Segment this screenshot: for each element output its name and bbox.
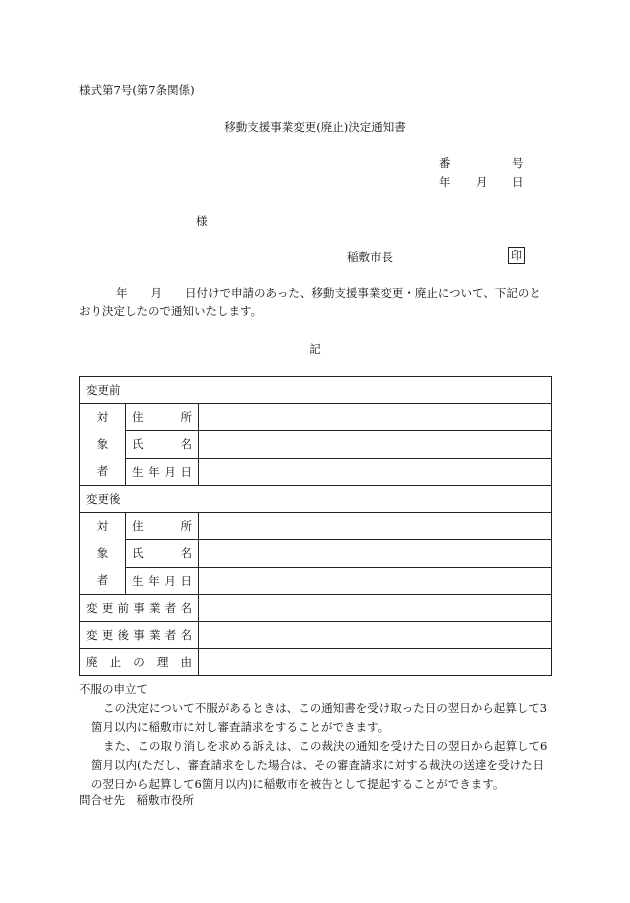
number-label-ban: 番 (439, 156, 451, 170)
date-day: 日 (512, 175, 524, 189)
date-year: 年 (439, 175, 451, 189)
prev-operator-label: 変更前事業者名 (80, 595, 199, 622)
body-line-1: 年 月 日付けで申請のあった、移動支援事業変更・廃止について、下記のと (116, 286, 541, 300)
document-title: 移動支援事業変更(廃止)決定通知書 (224, 120, 406, 134)
after-birthdate-value[interactable] (199, 567, 552, 594)
change-detail-table (79, 376, 552, 676)
seal-mark: 印 (508, 247, 525, 264)
after-name-value[interactable] (199, 540, 552, 567)
appeal-paragraph-1: この決定について不服があるときは、この通知書を受け取った日の翌日から起算して3箇月以内に稲敷市に対し審査請求をすることができます。 (91, 701, 548, 734)
subject-char: 対 (96, 519, 109, 533)
subject-char: 者 (96, 573, 109, 587)
after-address-label: 住 所 (126, 513, 199, 540)
subject-char: 者 (96, 464, 109, 478)
before-birthdate-label: 生 年 月 日 (126, 458, 199, 485)
before-address-value[interactable] (199, 404, 552, 431)
abolish-reason-label: 廃止の理由 (80, 649, 199, 676)
before-subject-label (80, 404, 126, 486)
new-operator-label: 変更後事業者名 (80, 622, 199, 649)
number-label-go: 号 (512, 156, 524, 170)
subject-char: 対 (96, 410, 109, 424)
after-birthdate-label: 生 年 月 日 (126, 567, 199, 594)
appeal-paragraph-2: また、この取り消しを求める訴えは、この裁決の通知を受けた日の翌日から起算して6箇月以内(ただし、審査請求をした場合は、その審査請求に対する裁決の送達を受けた日の翌日から起算して6箇月以内)に稲敷市を被告として提起することができます。 (91, 739, 548, 791)
ki-heading: 記 (309, 342, 321, 356)
form-number: 様式第7号(第7条関係) (79, 83, 195, 97)
subject-char: 象 (96, 437, 109, 451)
before-birthdate-value[interactable] (199, 458, 552, 485)
before-name-label: 氏 名 (126, 431, 199, 458)
before-address-label: 住 所 (126, 404, 199, 431)
issuer-name: 稲敷市長 (347, 250, 393, 264)
after-name-label: 氏 名 (126, 540, 199, 567)
appeal-heading: 不服の申立て (79, 682, 148, 696)
after-subject-label (80, 513, 126, 595)
body-line-2: おり決定したので通知いたします。 (79, 304, 263, 318)
new-operator-value[interactable] (199, 622, 552, 649)
abolish-reason-value[interactable] (199, 649, 552, 676)
before-name-value[interactable] (199, 431, 552, 458)
appeal-notice (79, 680, 551, 794)
recipient-suffix: 様 (196, 214, 208, 228)
after-address-value[interactable] (199, 513, 552, 540)
contact-info: 問合せ先 稲敷市役所 (79, 793, 194, 807)
prev-operator-value[interactable] (199, 595, 552, 622)
notification-body (79, 284, 551, 320)
subject-char: 象 (96, 546, 109, 560)
after-change-header: 変更後 (80, 486, 552, 513)
before-change-header: 変更前 (80, 377, 552, 404)
date-month: 月 (476, 175, 488, 189)
